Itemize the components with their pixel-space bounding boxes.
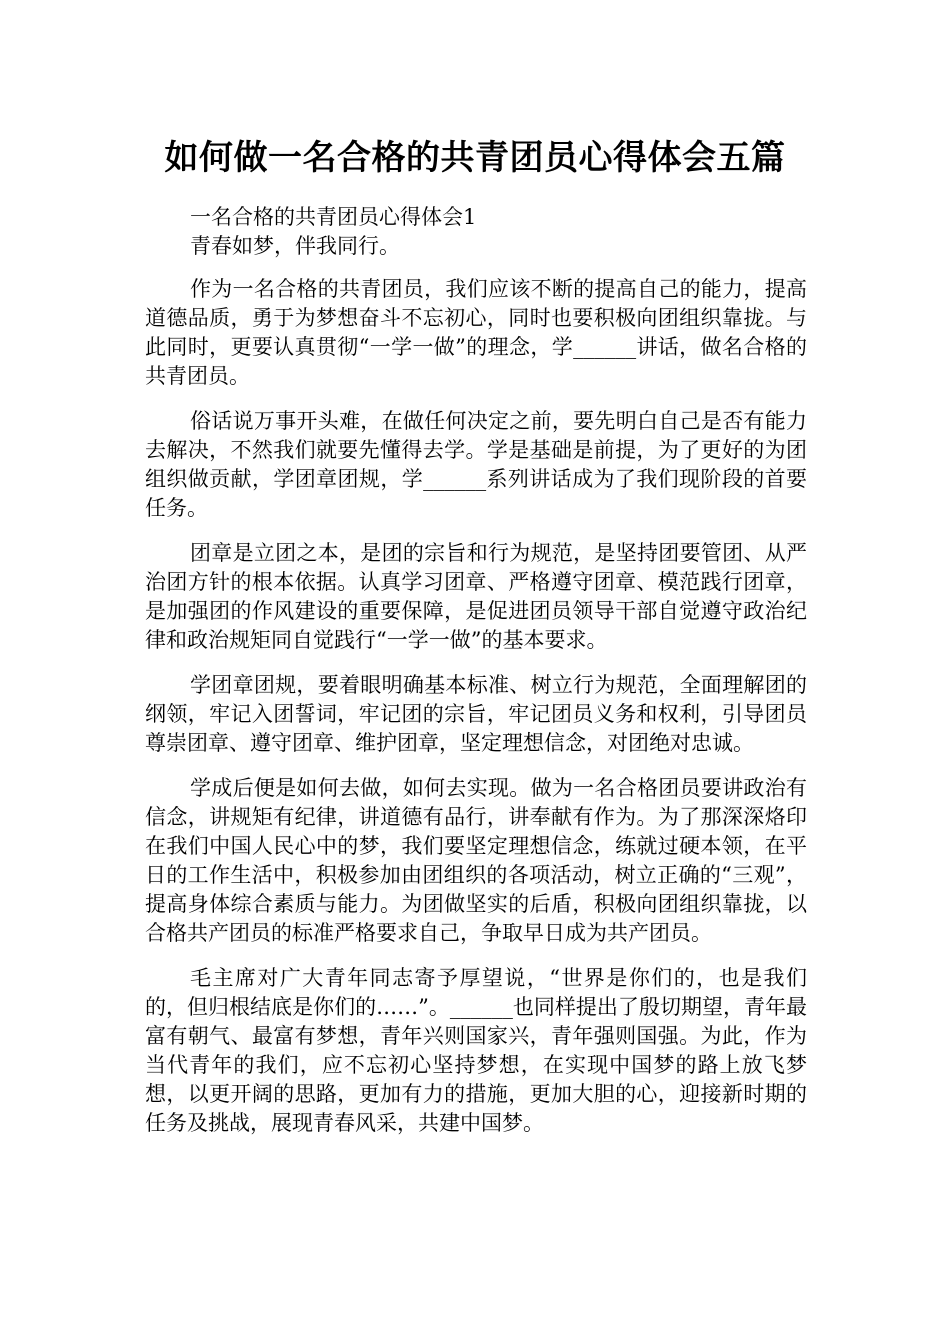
- paragraph: 学团章团规，要着眼明确基本标准、树立行为规范，全面理解团的纲领，牢记入团誓词，牢记团的宗旨，牢记团员义务和权利，引导团员尊崇团章、遵守团章、维护团章，坚定理想信念，对团绝对忠诚。: [145, 673, 807, 755]
- paragraph: 毛主席对广大青年同志寄予厚望说，“世界是你们的，也是我们的，但归根结底是你们的……”。______也同样提出了殷切期望，青年最富有朝气、最富有梦想，青年兴则国家兴，青年强则国强。为此，作为当代青年的我们，应不忘初心坚持梦想，在实现中国梦的路上放飞梦想，以更开阔的思路，更加有力的措施，更加大胆的心，迎接新时期的任务及挑战，展现青春风采，共建中国梦。: [145, 966, 807, 1135]
- paragraph: 俗话说万事开头难，在做任何决定之前，要先明白自己是否有能力去解决，不然我们就要先懂得去学。学是基础是前提，为了更好的为团组织做贡献，学团章团规，学______系列讲话成为了我们现阶段的首要任务。: [145, 409, 807, 520]
- paragraph: 作为一名合格的共青团员，我们应该不断的提高自己的能力，提高道德品质，勇于为梦想奋斗不忘初心，同时也要积极向团组织靠拢。与此同时，更要认真贯彻“一学一做”的理念，学______讲话，做名合格的共青团员。: [145, 277, 807, 388]
- paragraph: 学成后便是如何去做，如何去实现。做为一名合格团员要讲政治有信念，讲规矩有纪律，讲道德有品行，讲奉献有作为。为了那深深烙印在我们中国人民心中的梦，我们要坚定理想信念，练就过硬本领，在平日的工作生活中，积极参加由团组织的各项活动，树立正确的“三观”，提高身体综合素质与能力。为团做坚实的后盾，积极向团组织靠拢，以合格共产团员的标准严格要求自己，争取早日成为共产团员。: [145, 776, 807, 945]
- paragraph: 团章是立团之本，是团的宗旨和行为规范，是坚持团要管团、从严治团方针的根本依据。认真学习团章、严格遵守团章、模范践行团章，是加强团的作风建设的重要保障，是促进团员领导干部自觉遵守政治纪律和政治规矩同自觉践行“一学一做”的基本要求。: [145, 541, 807, 652]
- document-title: 如何做一名合格的共青团员心得体会五篇: [164, 138, 786, 178]
- section-heading: 一名合格的共青团员心得体会1: [190, 205, 477, 229]
- document-body: [145, 203, 807, 1138]
- section-subheading: 青春如梦，伴我同行。: [190, 234, 400, 258]
